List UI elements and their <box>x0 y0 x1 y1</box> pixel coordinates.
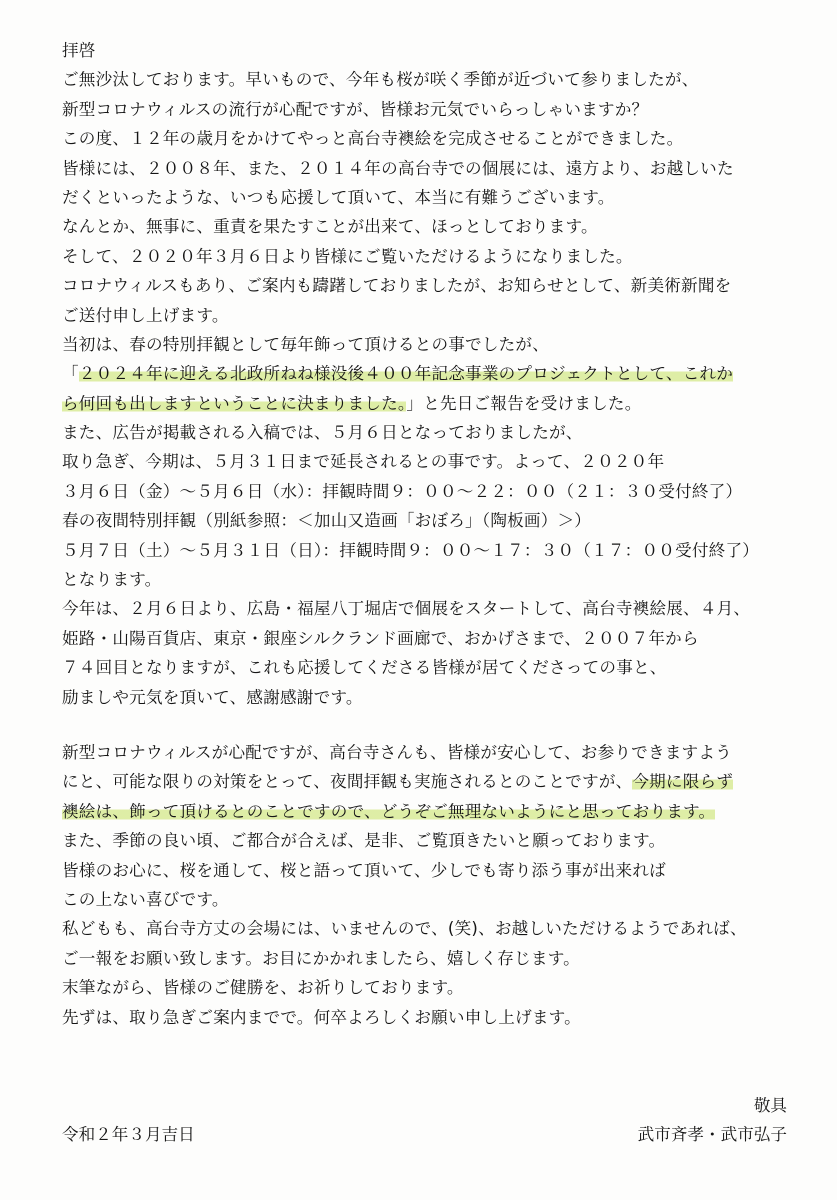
line-text: 春の夜間特別拝観（別紙参照：＜加山又造画「おぼろ」（陶板画）＞） <box>62 511 592 531</box>
line-text: そして、２０２０年３月６日より皆様にご覧いただけるようになりました。 <box>62 246 633 266</box>
letter-line <box>62 826 802 855</box>
letter-line <box>62 683 802 712</box>
letter-line <box>62 301 802 330</box>
line-text: この度、１２年の歳月をかけてやっと高台寺襖絵を完成させることができました。 <box>62 129 684 149</box>
line-text: 「 <box>62 364 79 384</box>
letter-line <box>62 36 802 65</box>
highlighted-text: 襖絵は、飾って頂けるとのことですので、どうぞご無理ないようにと思っております。 <box>62 801 716 821</box>
letter-line <box>62 389 802 418</box>
line-text: また、季節の良い頃、ご都合が合えば、是非、ご覧頂きたいと願っております。 <box>62 831 666 851</box>
letter-line <box>62 271 802 300</box>
line-text: にと、可能な限りの対策をとって、夜間拝観も実施されるとのことですが、 <box>62 772 633 792</box>
letter-line <box>62 506 802 535</box>
letter-line <box>62 477 802 506</box>
line-text: この上ない喜びです。 <box>62 889 229 909</box>
line-text: 拝啓 <box>62 41 96 60</box>
highlighted-text: ら何回も出しますということに決まりました。 <box>62 393 407 413</box>
line-text: 新型コロナウィルスの流行が心配ですが、皆様お元気でいらっしゃいますか？ <box>62 99 649 119</box>
paragraph-gap <box>62 712 802 738</box>
line-text: だくといったような、いつも応援して頂いて、本当に有難うございます。 <box>62 187 615 207</box>
letter-line <box>62 1003 802 1032</box>
letter-line <box>62 738 802 767</box>
line-text: ご一報をお願い致します。お目にかかれましたら、嬉しく存じます。 <box>62 948 580 968</box>
highlighted-text: ２０２４年に迎える北政所ねね様没後４００年記念事業のプロジェクトとして、これか <box>78 364 734 384</box>
line-text: となります。 <box>62 570 162 590</box>
letter-line <box>62 797 802 826</box>
line-text: 新型コロナウィルスが心配ですが、高台寺さんも、皆様が安心して、お参りできますよう <box>62 742 732 762</box>
letter-line <box>62 885 802 914</box>
letter-line <box>62 154 802 183</box>
line-text: 姫路・山陽百貨店、東京・銀座シルクランド画廊で、おかげさまで、２００７年から <box>62 628 699 648</box>
line-text: ５月７日（土）～５月３１日（日）：拝観時間９：００～１７：３０（１７：００受付終了） <box>62 540 760 560</box>
letter-line <box>62 242 802 271</box>
letter-line <box>62 914 802 943</box>
line-text: 皆様のお心に、桜を通して、桜と語って頂いて、少しでも寄り添う事が出来れば <box>62 860 666 880</box>
letter-line <box>62 856 802 885</box>
line-text: 」と先日ご報告を受けました。 <box>406 393 642 413</box>
line-text: 取り急ぎ、今期は、５月３１日まで延長されるとの事です。よって、２０２０年 <box>62 452 665 472</box>
letter-line <box>62 124 802 153</box>
line-text: 先ずは、取り急ぎご案内までで。何卒よろしくお願い申し上げます。 <box>62 1007 581 1027</box>
letter-line <box>62 447 802 476</box>
letter-line <box>62 973 802 1002</box>
line-text: 励ましや元気を頂いて、感謝感謝です。 <box>62 687 363 707</box>
line-text: 末筆ながら、皆様のご健勝を、お祈りしております。 <box>62 978 464 998</box>
letter-line <box>62 767 802 796</box>
closing-word: 敬具 <box>753 1096 787 1115</box>
letter-line <box>62 653 802 682</box>
line-text: コロナウィルスもあり、ご案内も躊躇しておりましたが、お知らせとして、新美術新聞を <box>62 276 732 296</box>
line-text: 当初は、春の特別拝観として毎年飾って頂けるとの事でしたが、 <box>62 334 550 354</box>
letter-line <box>62 183 802 212</box>
letter-body <box>62 36 802 1032</box>
letter-line <box>62 330 802 359</box>
letter-line <box>62 594 802 623</box>
line-text: 皆様には、２００８年、また、２０１４年の高台寺での個展には、遠方より、お越しいた <box>62 158 734 178</box>
line-text: ７４回目となりますが、これも応援してくださる皆様が居てくださっての事と、 <box>62 658 667 678</box>
letter-line <box>62 565 802 594</box>
line-text: ご無沙汰しております。早いもので、今年も桜が咲く季節が近づいて参りましたが、 <box>62 70 699 90</box>
letter-line <box>62 536 802 565</box>
letter-line <box>62 65 802 94</box>
letter-line <box>62 95 802 124</box>
line-text: 私どもも、高台寺方丈の会場には、いませんので、(笑)、お越しいただけるようであれば、 <box>62 919 747 939</box>
line-text: なんとか、無事に、重責を果たすことが出来て、ほっとしております。 <box>62 217 598 237</box>
letter-line <box>62 359 802 388</box>
letter-line <box>62 418 802 447</box>
signature: 武市斉孝・武市弘子 <box>637 1125 787 1144</box>
letter-line <box>62 212 802 241</box>
letter-line <box>62 624 802 653</box>
line-text: ご送付申し上げます。 <box>62 305 229 325</box>
letter-line <box>62 944 802 973</box>
line-text: 今年は、２月６日より、広島・福屋八丁堀店で個展をスタートして、高台寺襖絵展、４月、 <box>62 599 751 619</box>
letter-date: 令和２年３月吉日 <box>62 1125 195 1144</box>
line-text: また、広告が掲載される入稿では、５月６日となっておりましたが、 <box>62 423 583 443</box>
line-text: ３月６日（金）～５月６日（水）：拝観時間９：００～２２：００（２１：３０受付終了） <box>62 481 743 501</box>
highlighted-text: 今期に限らず <box>632 772 734 792</box>
